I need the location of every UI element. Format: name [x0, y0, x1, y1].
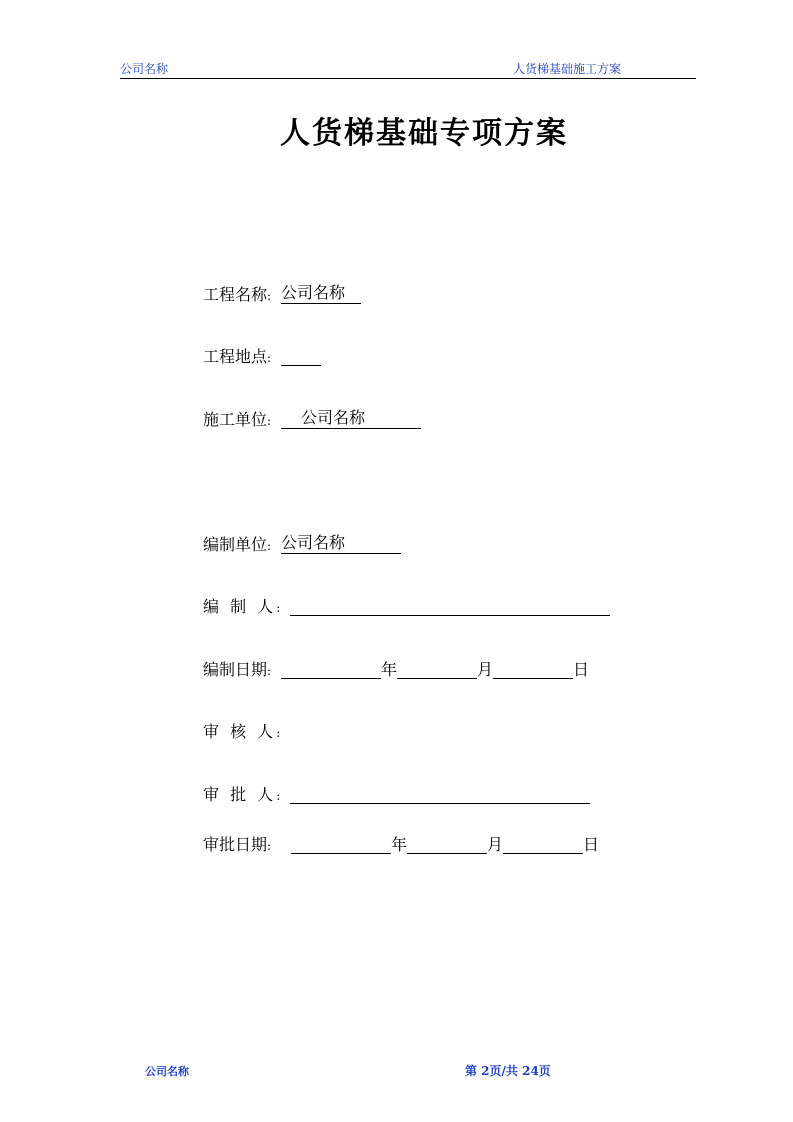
field-label: 工程名称	[203, 285, 268, 304]
field-label: 审批日期	[203, 835, 268, 854]
field-colon: :	[276, 789, 281, 803]
compiler-blank	[290, 595, 610, 616]
field-colon: :	[267, 289, 272, 303]
compile-day-blank	[493, 658, 573, 679]
compile-month-blank	[397, 658, 477, 679]
field-colon: :	[276, 601, 281, 615]
field-label: 工程地点	[203, 347, 268, 366]
approve-year-blank	[291, 833, 391, 854]
approver-blank	[290, 783, 590, 804]
approve-month-label: 月	[487, 835, 504, 854]
compile-month-label: 月	[477, 660, 494, 679]
field-colon: :	[267, 539, 272, 553]
field-label: 审 核 人	[203, 722, 277, 741]
compile-day-label: 日	[573, 660, 590, 679]
field-construction-unit	[203, 408, 421, 432]
field-project-location	[203, 345, 321, 369]
field-reviewer	[203, 720, 290, 744]
project-name-value: 公司名称	[281, 283, 361, 304]
approve-year-label: 年	[391, 835, 408, 854]
approve-day-blank	[503, 833, 583, 854]
footer-company: 公司名称	[145, 1065, 189, 1078]
field-compiling-unit	[203, 533, 401, 557]
approve-month-blank	[407, 833, 487, 854]
field-label: 编制单位	[203, 535, 268, 554]
field-label: 编制日期	[203, 660, 268, 679]
field-colon: :	[267, 839, 272, 853]
field-label: 编 制 人	[203, 597, 277, 616]
header-company: 公司名称	[120, 62, 169, 76]
compile-year-blank	[281, 658, 381, 679]
field-project-name	[203, 283, 361, 307]
field-colon: :	[267, 414, 272, 428]
footer-page-info: 第 2页/共 24页	[465, 1064, 551, 1078]
field-compile-date	[203, 658, 589, 682]
field-label: 审 批 人	[203, 785, 277, 804]
compile-year-label: 年	[381, 660, 398, 679]
header-doc-title: 人货梯基础施工方案	[512, 62, 621, 76]
approve-day-label: 日	[583, 835, 600, 854]
field-label: 施工单位	[203, 410, 268, 429]
construction-unit-line	[281, 408, 421, 429]
field-colon: :	[267, 351, 272, 365]
construction-unit-value: 公司名称	[301, 408, 366, 427]
document-title: 人货梯基础专项方案	[280, 116, 568, 151]
field-approver	[203, 783, 590, 807]
field-colon: :	[267, 664, 272, 678]
field-compiler	[203, 595, 610, 619]
compiling-unit-value: 公司名称	[281, 533, 401, 554]
field-approve-date	[203, 833, 599, 857]
field-colon: :	[276, 726, 281, 740]
header-divider	[120, 78, 696, 79]
project-location-blank	[281, 345, 321, 366]
